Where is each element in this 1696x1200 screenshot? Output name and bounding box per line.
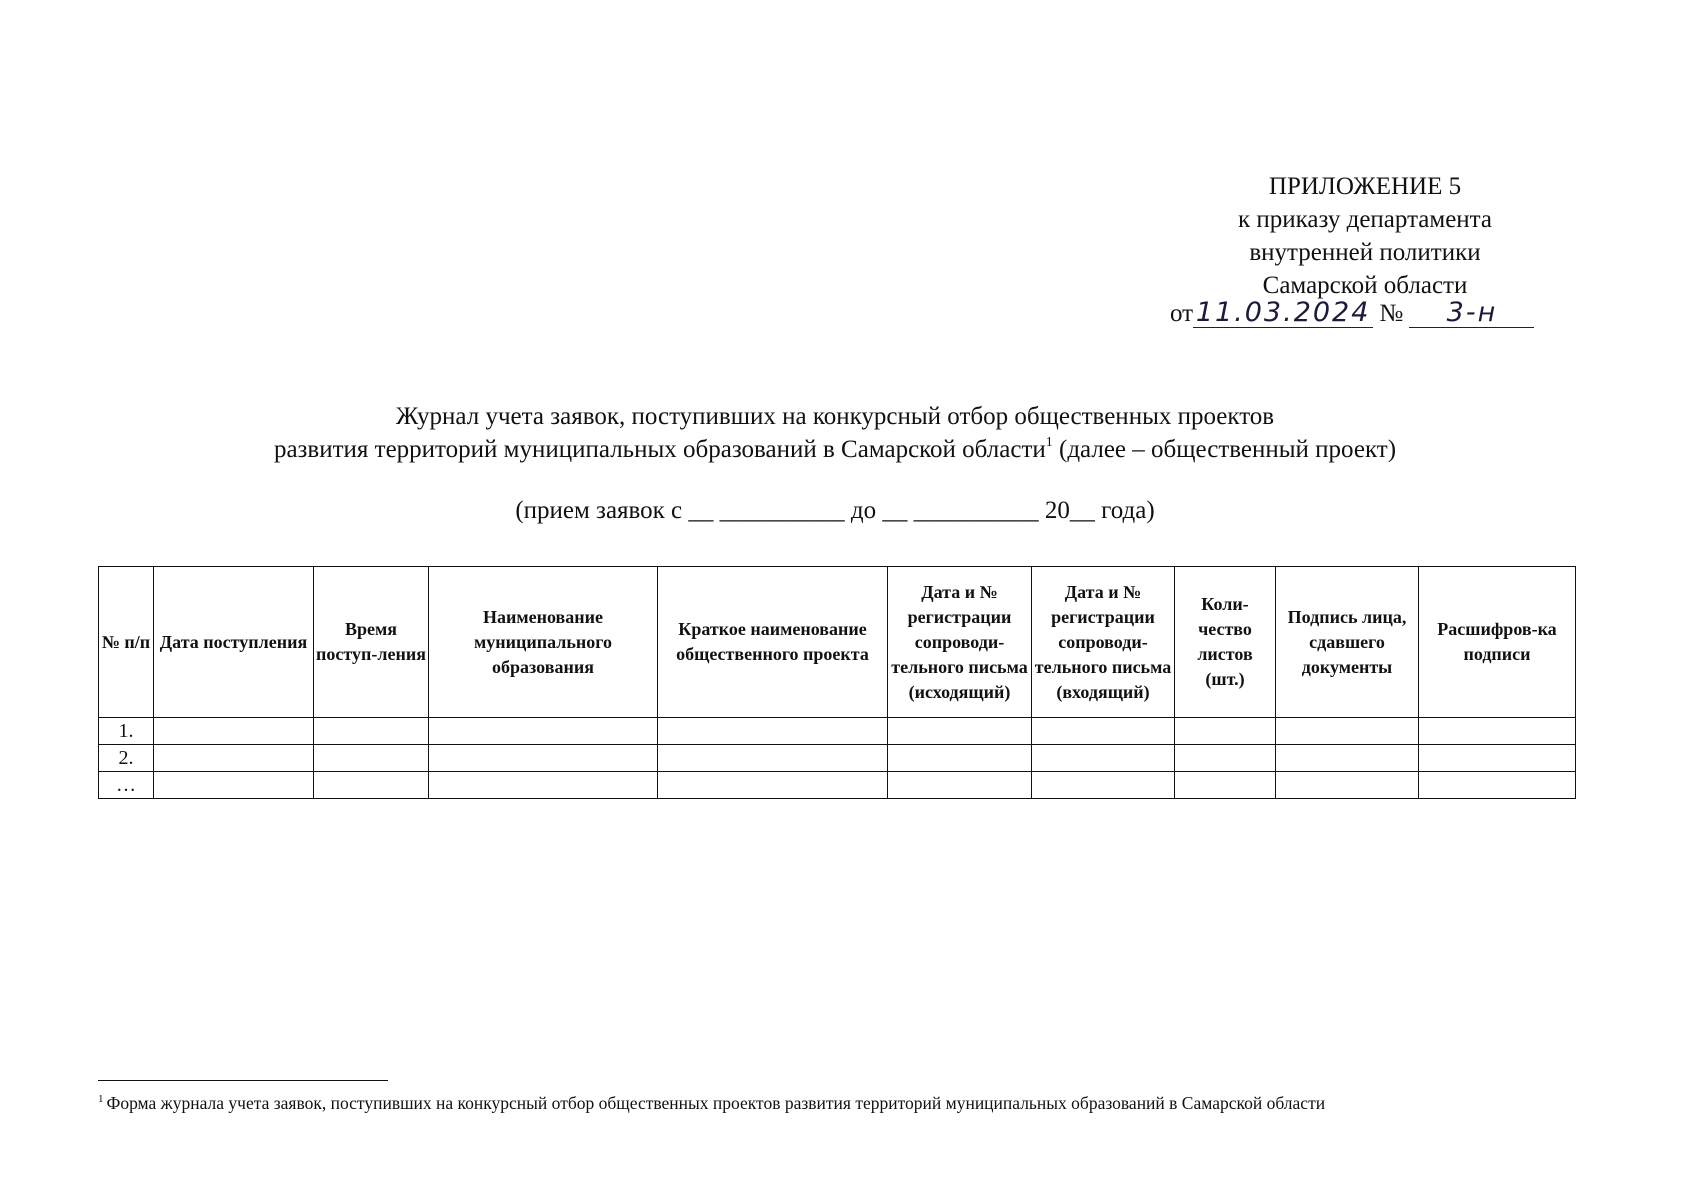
- header-cell: Дата и № регистрации сопроводи-тельного письма (исходящий): [888, 567, 1032, 718]
- table-cell: [429, 772, 658, 799]
- header-cell: Время поступ-ления: [314, 567, 429, 718]
- header-cell: Дата и № регистрации сопроводи-тельного письма (входящий): [1032, 567, 1175, 718]
- table-cell: [1276, 718, 1419, 745]
- footnote-marker: 1: [98, 1093, 104, 1105]
- table-cell: 1.: [99, 718, 154, 745]
- header-cell: Краткое наименование общественного проекта: [658, 567, 888, 718]
- table-row: [99, 745, 1576, 772]
- journal-table: [98, 566, 1576, 799]
- table-cell: [1175, 772, 1276, 799]
- table-cell: 2.: [99, 745, 154, 772]
- handwritten-date: 11.03.2024: [1193, 299, 1373, 328]
- appendix-line-3: Самарской области: [1262, 272, 1468, 299]
- table-cell: [154, 745, 314, 772]
- header-cell: № п/п: [99, 567, 154, 718]
- appendix-line-1: к приказу департамента: [1237, 206, 1493, 233]
- header-cell: Дата поступления: [154, 567, 314, 718]
- header-cell: Подпись лица, сдавшего документы: [1276, 567, 1419, 718]
- header-cell: Коли-чество листов (шт.): [1175, 567, 1276, 718]
- reception-period: (прием заявок с __ __________ до __ __________ 20__ года): [515, 497, 1155, 524]
- table-cell: [429, 745, 658, 772]
- table-cell: [888, 772, 1032, 799]
- table-cell: [154, 718, 314, 745]
- document-title: [0, 400, 1670, 466]
- table-cell: [1032, 745, 1175, 772]
- order-date-number-line: [1170, 299, 1534, 328]
- appendix-block: [1160, 170, 1570, 302]
- table-cell: [658, 745, 888, 772]
- table-cell: [1276, 745, 1419, 772]
- header-cell: Расшифров-ка подписи: [1419, 567, 1576, 718]
- table-cell: [1419, 745, 1576, 772]
- title-line-2-main: развития территорий муниципальных образований в Самарской области: [273, 436, 1046, 463]
- footnote-separator: [98, 1080, 388, 1081]
- table-cell: [314, 772, 429, 799]
- table-cell: [888, 718, 1032, 745]
- footnote: [98, 1093, 1325, 1114]
- table-cell: [1032, 718, 1175, 745]
- table-cell: [1175, 745, 1276, 772]
- table-cell: [888, 745, 1032, 772]
- number-prefix: №: [1379, 300, 1404, 327]
- table-cell: [1032, 772, 1175, 799]
- header-cell: Наименование муниципального образования: [429, 567, 658, 718]
- appendix-heading: ПРИЛОЖЕНИЕ 5: [1268, 173, 1462, 200]
- table-cell: [1276, 772, 1419, 799]
- handwritten-number: 3-н: [1409, 299, 1534, 328]
- table-row: [99, 718, 1576, 745]
- table-cell: [314, 718, 429, 745]
- table-header-row: [99, 567, 1576, 718]
- table-cell: [1419, 718, 1576, 745]
- table-cell: [658, 772, 888, 799]
- title-line-1: Журнал учета заявок, поступивших на конкурсный отбор общественных проектов: [395, 403, 1275, 430]
- table-cell: [1419, 772, 1576, 799]
- footnote-reference: 1: [1045, 435, 1053, 450]
- date-prefix: от: [1170, 300, 1194, 327]
- table-cell: [1175, 718, 1276, 745]
- table-cell: [658, 718, 888, 745]
- title-line-2-tail: (далее – общественный проект): [1052, 436, 1397, 463]
- footnote-text: Форма журнала учета заявок, поступивших на конкурсный отбор общественных проектов развития территорий муниципальных образований в Самарской области: [106, 1093, 1326, 1113]
- table-cell: [314, 745, 429, 772]
- table-row: [99, 772, 1576, 799]
- table-cell: …: [99, 772, 154, 799]
- appendix-line-2: внутренней политики: [1249, 239, 1481, 266]
- title-line-2: [0, 433, 1670, 466]
- table-cell: [154, 772, 314, 799]
- table-cell: [429, 718, 658, 745]
